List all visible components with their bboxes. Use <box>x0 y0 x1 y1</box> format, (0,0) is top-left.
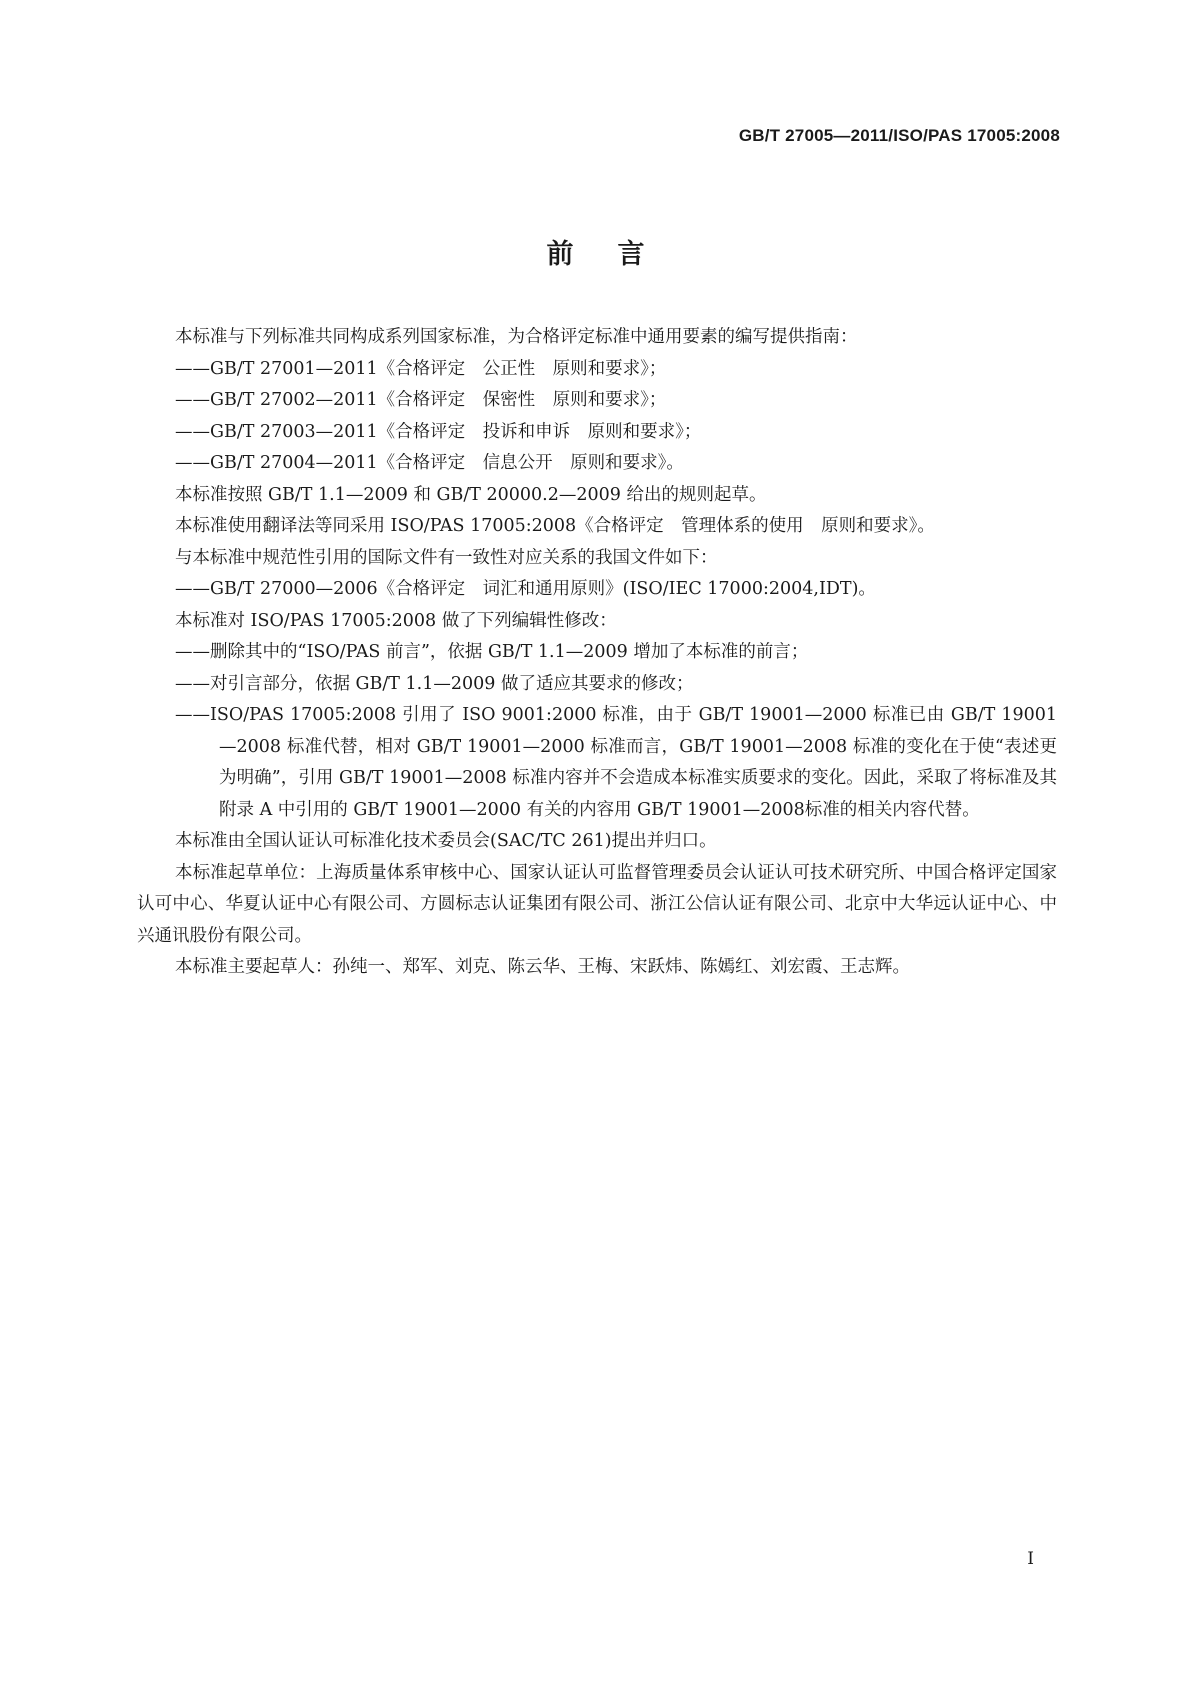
list-item: ——GB/T 27003—2011《合格评定 投诉和申诉 原则和要求》； <box>175 421 702 442</box>
list-item: ——GB/T 27001—2011《合格评定 公正性 原则和要求》； <box>175 358 667 379</box>
list-item: ——对引言部分，依据 GB/T 1.1—2009 做了适应其要求的修改； <box>175 673 694 694</box>
list-item: ——GB/T 27002—2011《合格评定 保密性 原则和要求》； <box>175 390 667 410</box>
list-item: ——GB/T 27004—2011《合格评定 信息公开 原则和要求》。 <box>175 453 684 473</box>
proposer-paragraph: 本标准由全国认证认可标准化技术委员会(SAC/TC 261)提出并归口。 <box>175 831 717 851</box>
list-item-long: ——ISO/PAS 17005:2008 引用了 ISO 9001:2000 标准，由于 GB/T 19001—2000 标准已由 GB/T 19001—2008 标准代替，相对 GB/T 19001—2000 标准而言，GB/T 19001—2008 标准的变化在于使“表述更为明确”，引用 GB/T 19001—2008 标准内容并不会造成本标准实质要求的变化。因此，采取了将标准及其附录 A 中引用的 GB/T 19001—2000 有关的内容用 GB/T 19001—2008标准的相关内容代替。 <box>175 705 1057 820</box>
standard-code-header: GB/T 27005—2011/ISO/PAS 17005:2008 <box>738 126 1060 145</box>
adoption-paragraph: 本标准使用翻译法等同采用 ISO/PAS 17005:2008《合格评定 管理体系的使用 原则和要求》。 <box>175 516 935 536</box>
list-item: ——删除其中的“ISO/PAS 前言”，依据 GB/T 1.1—2009 增加了本标准的前言； <box>175 642 809 662</box>
page-title: 前言 <box>546 239 689 270</box>
intro-paragraph: 本标准与下列标准共同构成系列国家标准，为合格评定标准中通用要素的编写提供指南： <box>175 327 858 347</box>
preface-body <box>137 322 1057 984</box>
drafters-paragraph: 本标准主要起草人：孙纯一、郑军、刘克、陈云华、王梅、宋跃炜、陈嫣红、刘宏霞、王志辉。 <box>175 957 910 977</box>
correspondence-paragraph: 与本标准中规范性引用的国际文件有一致性对应关系的我国文件如下： <box>175 547 718 568</box>
drafting-rules-paragraph: 本标准按照 GB/T 1.1—2009 和 GB/T 20000.2—2009 给出的规则起草。 <box>175 484 767 505</box>
page-number: I <box>1027 1549 1034 1569</box>
drafting-units-paragraph: 本标准起草单位：上海质量体系审核中心、国家认证认可监督管理委员会认证认可技术研究所、中国合格评定国家认可中心、华夏认证中心有限公司、方圆标志认证集团有限公司、浙江公信认证有限公司、北京中大华远认证中心、中兴通讯股份有限公司。 <box>137 862 1057 946</box>
list-item: ——GB/T 27000—2006《合格评定 词汇和通用原则》(ISO/IEC 17000:2004,IDT)。 <box>175 579 876 599</box>
modifications-paragraph: 本标准对 ISO/PAS 17005:2008 做了下列编辑性修改： <box>175 610 617 631</box>
